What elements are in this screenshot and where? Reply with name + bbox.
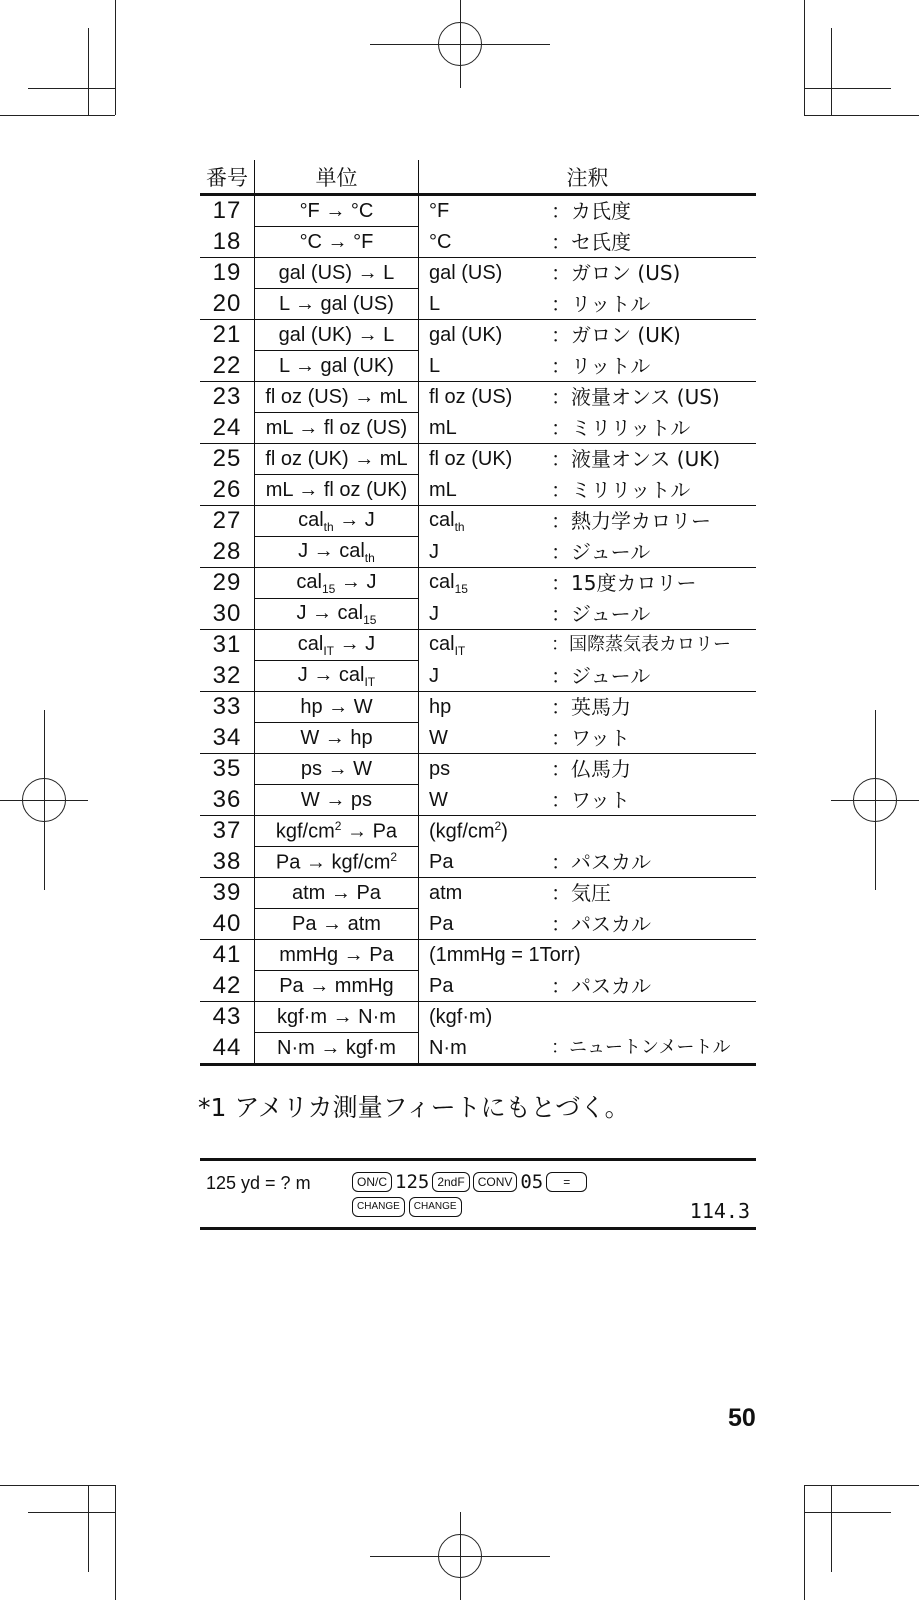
row-description: ：仏馬力	[551, 757, 632, 782]
crop-mark	[88, 28, 89, 115]
calculation-example	[200, 1158, 756, 1230]
row-description: ：15度カロリー	[551, 571, 697, 596]
row-symbol: L	[418, 351, 543, 382]
table-row	[200, 940, 756, 971]
table-row	[200, 909, 756, 940]
row-number: 32	[200, 661, 254, 692]
table-row	[200, 195, 756, 227]
table-row	[200, 506, 756, 537]
row-number: 36	[200, 785, 254, 816]
row-unit: cal$_{th}$ → J	[254, 506, 418, 537]
row-description: ：液量オンス (US)	[551, 385, 720, 410]
row-number: 41	[200, 940, 254, 971]
conv-key: CONV	[473, 1172, 518, 1192]
row-unit: L → gal (US)	[254, 289, 418, 320]
row-number: 26	[200, 475, 254, 506]
row-symbol: mL	[418, 475, 543, 506]
table-row	[200, 258, 756, 289]
row-number: 38	[200, 847, 254, 878]
row-number: 23	[200, 382, 254, 413]
row-symbol: Pa	[418, 847, 543, 878]
row-unit: J → cal$_{15}$	[254, 599, 418, 630]
example-result: 114.3	[689, 1199, 750, 1223]
row-number: 30	[200, 599, 254, 630]
table-row	[200, 971, 756, 1002]
row-unit: Pa → atm	[254, 909, 418, 940]
row-description: ：リットル	[543, 351, 756, 382]
crop-mark	[804, 88, 891, 89]
row-symbol: N·m	[418, 1033, 543, 1065]
row-symbol: ps	[428, 758, 451, 781]
row-unit: gal (UK) → L	[254, 320, 418, 351]
table-row	[200, 754, 756, 785]
row-description: ：パスカル	[543, 847, 756, 878]
row-description: ：英馬力	[551, 695, 632, 720]
row-symbol: L	[418, 289, 543, 320]
row-number: 18	[200, 227, 254, 258]
table-row	[200, 785, 756, 816]
crop-mark	[831, 28, 832, 115]
crop-mark	[804, 1512, 891, 1513]
crop-mark	[460, 1512, 461, 1600]
row-symbol: $(kgf/cm^2)$	[428, 819, 508, 844]
change-key: CHANGE	[409, 1197, 462, 1217]
row-description: ：国際蒸気表カロリー	[551, 634, 732, 656]
table-row	[200, 227, 756, 258]
table-row	[200, 351, 756, 382]
row-symbol: cal$_{th}$	[428, 508, 465, 534]
table-row	[200, 382, 756, 413]
table-row	[200, 475, 756, 506]
row-number: 20	[200, 289, 254, 320]
row-number: 43	[200, 1002, 254, 1033]
row-number: 19	[200, 258, 254, 289]
table-row	[200, 537, 756, 568]
row-symbol: °C	[418, 227, 543, 258]
header-unit: 単位	[254, 160, 418, 195]
digits-input: 05	[520, 1171, 544, 1193]
row-unit: hp → W	[254, 692, 418, 723]
page-number: 50	[728, 1404, 756, 1432]
row-unit: J → cal$_{IT}$	[254, 661, 418, 692]
row-description: ：ミリリットル	[543, 413, 756, 444]
table-row	[200, 1033, 756, 1065]
row-unit: cal$_{15}$ → J	[254, 568, 418, 599]
row-description: ：ワット	[543, 723, 756, 754]
table-row	[200, 847, 756, 878]
row-symbol: Pa	[418, 971, 543, 1002]
row-unit: ps → W	[254, 754, 418, 785]
key-sequence-line-2	[352, 1197, 462, 1217]
row-symbol: (kgf·m)	[428, 1006, 493, 1029]
row-unit: Pa → mmHg	[254, 971, 418, 1002]
row-symbol: fl oz (UK)	[428, 448, 513, 471]
row-number: 25	[200, 444, 254, 475]
row-number: 21	[200, 320, 254, 351]
row-unit: °F → °C	[254, 195, 418, 227]
second-function-key: 2ndF	[432, 1172, 469, 1192]
table-row	[200, 320, 756, 351]
row-description: ：液量オンス (UK)	[551, 447, 721, 472]
row-unit: fl oz (UK) → mL	[254, 444, 418, 475]
table-row	[200, 413, 756, 444]
row-description: ：ジュール	[543, 599, 756, 630]
row-number: 40	[200, 909, 254, 940]
on-c-key: ON/C	[352, 1172, 392, 1192]
table-row	[200, 692, 756, 723]
row-description: ：ガロン (UK)	[551, 323, 681, 348]
row-unit: atm → Pa	[254, 878, 418, 909]
row-symbol: cal$_{15}$	[428, 570, 468, 596]
row-description: ：ガロン (US)	[551, 261, 681, 286]
crop-mark	[28, 1512, 115, 1513]
table-row	[200, 444, 756, 475]
row-unit: mL → fl oz (US)	[254, 413, 418, 444]
row-symbol: J	[418, 599, 543, 630]
table-row	[200, 661, 756, 692]
row-symbol: J	[418, 537, 543, 568]
row-symbol: W	[418, 723, 543, 754]
unit-conversion-table	[200, 160, 756, 1066]
row-unit: °C → °F	[254, 227, 418, 258]
row-unit: Pa → kgf/$cm^2$	[254, 847, 418, 878]
row-number: 31	[200, 630, 254, 661]
row-number: 42	[200, 971, 254, 1002]
row-number: 35	[200, 754, 254, 785]
row-number: 28	[200, 537, 254, 568]
row-symbol: °F	[428, 200, 450, 223]
crop-mark	[0, 1485, 115, 1486]
row-unit: fl oz (US) → mL	[254, 382, 418, 413]
row-description: ：セ氏度	[543, 227, 756, 258]
row-number: 34	[200, 723, 254, 754]
row-unit: mmHg → Pa	[254, 940, 418, 971]
table-row	[200, 723, 756, 754]
crop-mark	[875, 710, 876, 890]
equals-key: =	[546, 1172, 587, 1192]
crop-mark	[804, 1485, 919, 1486]
row-description: ：ミリリットル	[543, 475, 756, 506]
crop-mark	[88, 1485, 89, 1572]
row-symbol: gal (US)	[428, 262, 503, 285]
row-symbol: atm	[428, 882, 463, 905]
row-unit: kgf·m → N·m	[254, 1002, 418, 1033]
row-description: ：ジュール	[543, 537, 756, 568]
table-row	[200, 599, 756, 630]
row-description: ：リットル	[543, 289, 756, 320]
row-number: 24	[200, 413, 254, 444]
row-symbol: W	[418, 785, 543, 816]
row-number: 29	[200, 568, 254, 599]
row-number: 33	[200, 692, 254, 723]
crop-mark	[460, 0, 461, 88]
row-number: 39	[200, 878, 254, 909]
example-query: 125 yd = ? m	[206, 1173, 311, 1193]
table-row	[200, 289, 756, 320]
row-symbol: gal (UK)	[428, 324, 503, 347]
row-unit: W → hp	[254, 723, 418, 754]
row-symbol: cal$_{IT}$	[428, 632, 466, 658]
row-description: ：ジュール	[543, 661, 756, 692]
row-unit: W → ps	[254, 785, 418, 816]
row-description: ：パスカル	[543, 971, 756, 1002]
row-number: 22	[200, 351, 254, 382]
row-description: ：ワット	[543, 785, 756, 816]
table-row	[200, 878, 756, 909]
change-key: CHANGE	[352, 1197, 405, 1217]
row-number: 37	[200, 816, 254, 847]
crop-mark	[831, 1485, 832, 1572]
header-number: 番号	[200, 160, 254, 195]
row-number: 17	[200, 195, 254, 227]
row-symbol: mL	[418, 413, 543, 444]
row-unit: cal$_{IT}$ → J	[254, 630, 418, 661]
row-symbol: hp	[428, 696, 452, 719]
row-unit: kgf/$cm^2 \to Pa$	[254, 816, 418, 847]
row-number: 27	[200, 506, 254, 537]
row-description: ：気圧	[551, 881, 612, 906]
crop-mark	[804, 0, 805, 115]
crop-mark	[0, 115, 115, 116]
row-description: ：カ氏度	[551, 199, 632, 224]
row-description: ：ニュートンメートル	[543, 1033, 756, 1065]
footnote: *1 アメリカ測量フィートにもとづく。	[198, 1093, 630, 1122]
crop-mark	[115, 0, 116, 115]
row-symbol: Pa	[418, 909, 543, 940]
row-number: 44	[200, 1033, 254, 1065]
row-unit: J → cal$_{th}$	[254, 537, 418, 568]
crop-mark	[44, 710, 45, 890]
row-description: ：熱力学カロリー	[551, 509, 712, 534]
header-notes: 注釈	[566, 165, 609, 190]
table-row	[200, 816, 756, 847]
table-row	[200, 568, 756, 599]
table-row	[200, 1002, 756, 1033]
row-description: ：パスカル	[543, 909, 756, 940]
row-unit: L → gal (UK)	[254, 351, 418, 382]
row-symbol: fl oz (US)	[428, 386, 513, 409]
row-symbol: J	[418, 661, 543, 692]
crop-mark	[115, 1485, 116, 1600]
digits-input: 125	[395, 1171, 430, 1193]
row-unit: gal (US) → L	[254, 258, 418, 289]
crop-mark	[804, 1485, 805, 1600]
row-symbol: (1mmHg = 1Torr)	[428, 944, 581, 967]
row-unit: mL → fl oz (UK)	[254, 475, 418, 506]
crop-mark	[804, 115, 919, 116]
key-sequence-line-1	[352, 1171, 587, 1193]
row-unit: N·m → kgf·m	[254, 1033, 418, 1065]
table-row	[200, 630, 756, 661]
table-header-row	[200, 160, 756, 195]
crop-mark	[28, 88, 115, 89]
